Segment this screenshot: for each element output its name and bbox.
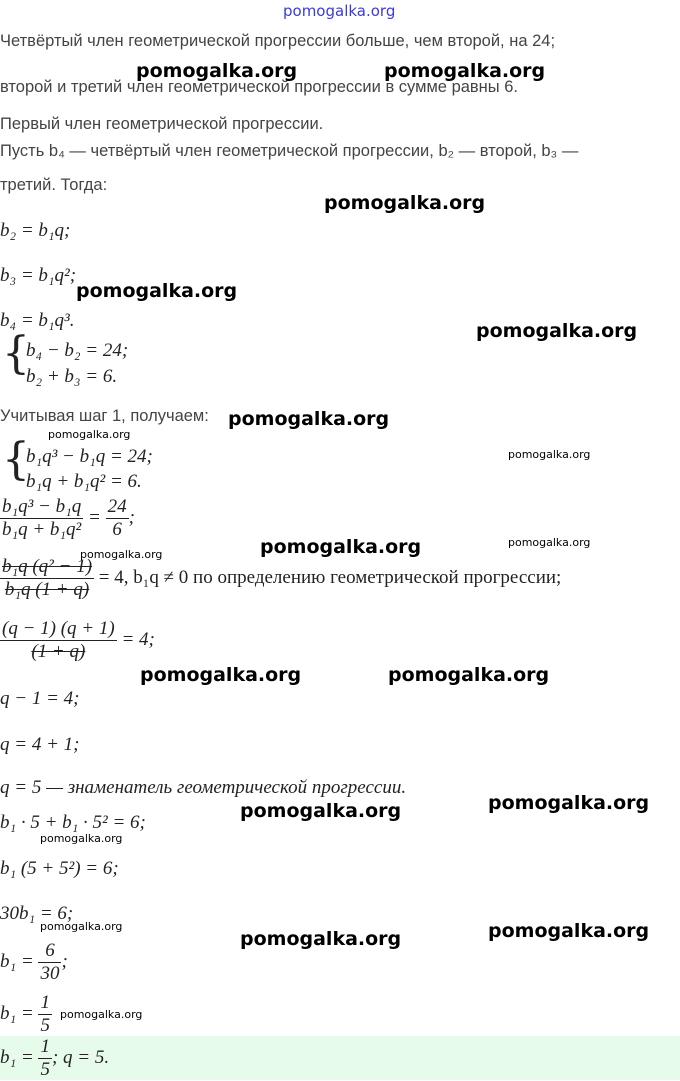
fraction-1-lhs	[0, 496, 83, 541]
eq-e4-lhs: b₁ =	[0, 950, 34, 972]
equals-sign: =	[87, 506, 106, 528]
eq-e2: b₁ (5 + 5²) = 6;	[0, 858, 119, 879]
watermark: pomogalka.org	[60, 1008, 143, 1021]
answer-frac	[38, 1036, 52, 1081]
fraction-1-num: b₁q³ − b₁q	[2, 496, 82, 517]
problem-line-5: третий. Тогда:	[0, 176, 108, 194]
fraction-2-num: b₁q (q² − 1)	[2, 556, 93, 577]
eq-q2: q = 4 + 1;	[0, 734, 80, 755]
answer-line	[0, 1036, 109, 1081]
eq-b4: b₄ = b₁q³.	[0, 310, 75, 331]
watermark: pomogalka.org	[240, 800, 402, 822]
answer-tail: ; q = 5.	[51, 1046, 110, 1068]
answer-lhs: b₁ =	[0, 1046, 34, 1068]
watermark: pomogalka.org	[508, 536, 591, 549]
watermark: pomogalka.org	[324, 192, 486, 214]
watermark-top[interactable]: pomogalka.org	[283, 2, 396, 20]
fraction-1-rhs-den: 6	[112, 519, 122, 540]
eq-b2: b₂ = b₁q;	[0, 220, 71, 241]
answer-den: 5	[40, 1059, 50, 1080]
eq-e4-frac	[38, 940, 61, 985]
watermark: pomogalka.org	[488, 792, 650, 814]
eq-e5-num: 1	[40, 992, 50, 1013]
fraction-1-den: b₁q + b₁q²	[2, 519, 82, 540]
watermark: pomogalka.org	[388, 664, 550, 686]
eq-e4-den: 30	[40, 963, 60, 984]
watermark: pomogalka.org	[240, 928, 402, 950]
watermark: pomogalka.org	[488, 920, 650, 942]
fraction-3-tail: = 4;	[121, 628, 155, 650]
system2-eq-b: b₁q + b₁q² = 6.	[26, 471, 142, 492]
eq-e4-num: 6	[38, 940, 61, 963]
system1-eq-a: b₄ − b₂ = 24;	[26, 340, 129, 361]
eq-e5-den: 5	[40, 1015, 50, 1036]
fraction-2	[0, 556, 561, 601]
watermark: pomogalka.org	[384, 60, 546, 82]
eq-e5-frac	[38, 992, 52, 1037]
watermark: pomogalka.org	[508, 448, 591, 461]
problem-line-1: Четвёртый член геометрической прогрессии больше, чем второй, на 24;	[0, 32, 556, 50]
eq-b3: b₃ = b₁q²;	[0, 265, 77, 286]
watermark: pomogalka.org	[476, 320, 638, 342]
fraction-3-num: (q − 1) (q + 1)	[2, 618, 115, 639]
eq-e4: b₁ = $\frac{6}{30}$ ;	[0, 940, 68, 984]
fraction-3-lhs	[0, 618, 117, 663]
fraction-2-lhs	[0, 556, 94, 601]
eq-e5-lhs: b₁ =	[0, 1002, 34, 1024]
system-brace-1: {	[2, 328, 30, 379]
eq-q3: q = 5 — знаменатель геометрической прогрессии.	[0, 777, 407, 798]
eq-e3: 30b₁ = 6;	[0, 903, 74, 924]
fraction-1: $\frac{\text{b₁q³ − b₁q}}{\text{b₁q + b₁q²}}$ = $\frac{24}{6}$ ;	[2, 496, 135, 540]
system-brace-2: {	[2, 434, 30, 485]
watermark: pomogalka.org	[48, 428, 131, 441]
eq-q1: q − 1 = 4;	[0, 688, 80, 709]
fraction-2-den: b₁q (1 + q)	[4, 579, 90, 600]
eq-e5	[0, 992, 52, 1037]
watermark: pomogalka.org	[40, 832, 123, 845]
fraction-1-rhs	[106, 496, 129, 541]
given-step-text: Учитывая шаг 1, получаем:	[0, 407, 209, 425]
fraction-3	[0, 618, 155, 663]
problem-line-2: второй и третий член геометрической прогрессии в сумме равны 6.	[0, 78, 519, 96]
watermark: pomogalka.org	[80, 548, 163, 561]
watermark: pomogalka.org	[40, 920, 123, 933]
watermark: pomogalka.org	[136, 60, 298, 82]
problem-line-4: Пусть b₄ — четвёртый член геометрической прогрессии, b₂ — второй, b₃ —	[0, 142, 579, 160]
system1-eq-b: b₂ + b₃ = 6.	[26, 366, 118, 387]
watermark: pomogalka.org	[260, 536, 422, 558]
fraction-3-den: (1 + q)	[31, 641, 86, 662]
fraction-1-rhs-num: 24	[107, 496, 127, 517]
problem-line-3: Первый член геометрической прогрессии.	[0, 115, 324, 133]
watermark: pomogalka.org	[76, 280, 238, 302]
answer-num: 1	[40, 1036, 50, 1057]
watermark: pomogalka.org	[228, 408, 390, 430]
fraction-2-tail: = 4, b₁q ≠ 0 по определению геометрической прогрессии;	[98, 566, 562, 588]
watermark: pomogalka.org	[140, 664, 302, 686]
system2-eq-a: b₁q³ − b₁q = 24;	[26, 446, 153, 467]
eq-e1: b₁ · 5 + b₁ · 5² = 6;	[0, 812, 146, 833]
